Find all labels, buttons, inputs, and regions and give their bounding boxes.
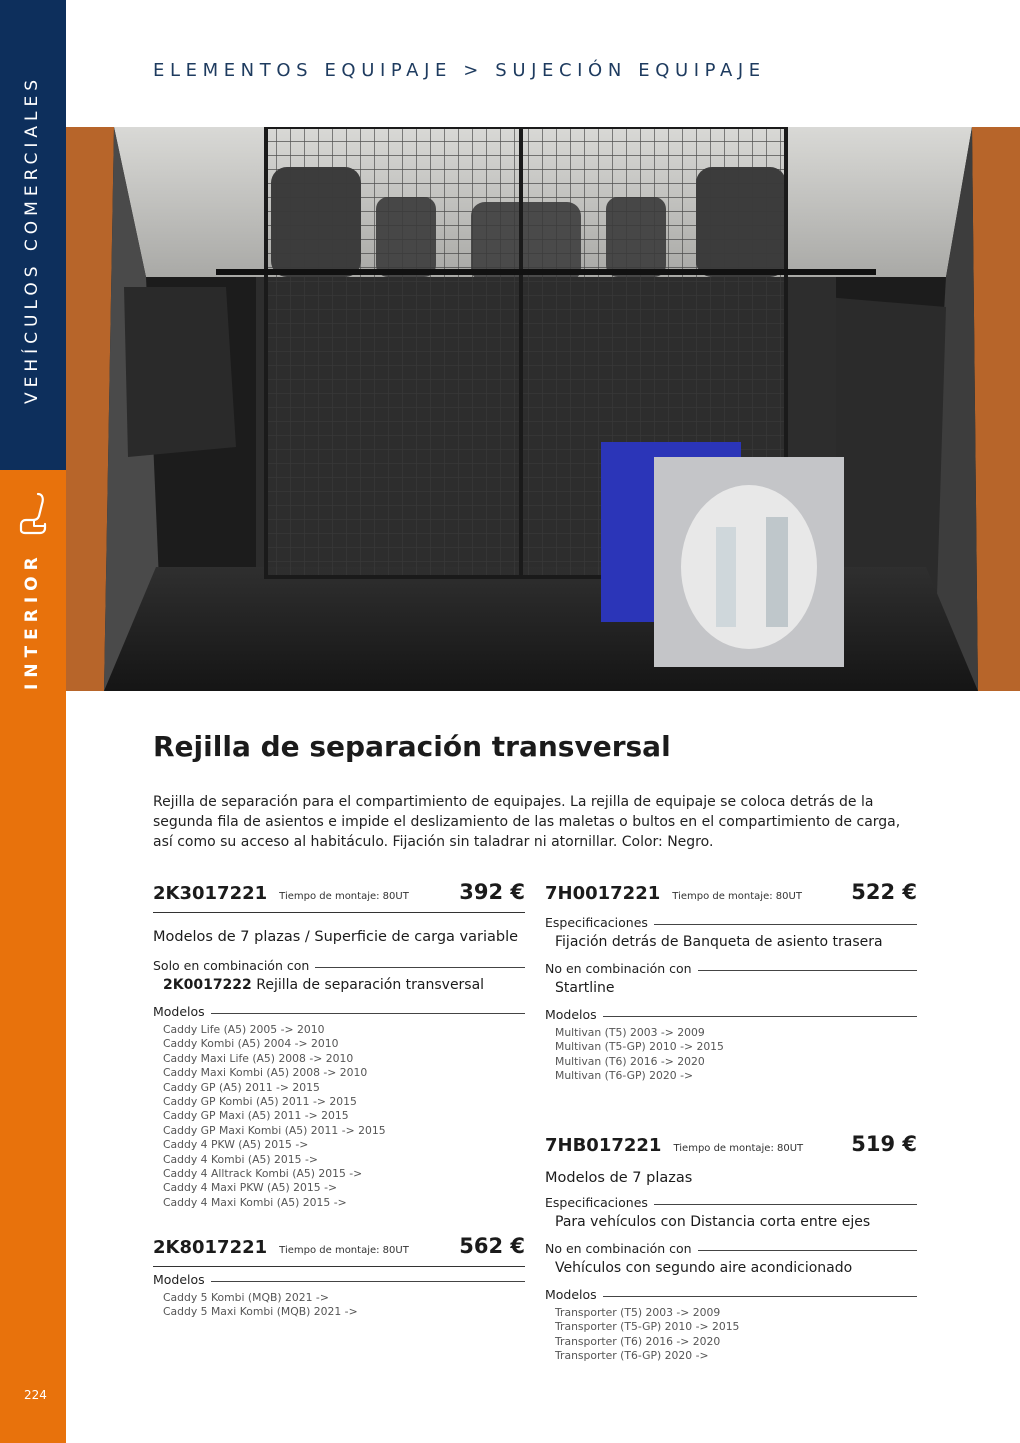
article-price: 519 € <box>851 1132 917 1156</box>
sidebar-label-vehiculos: VEHÍCULOS COMERCIALES <box>22 74 42 404</box>
article-block <box>153 880 525 1210</box>
model-item: Caddy Maxi Life (A5) 2008 -> 2010 <box>163 1051 354 1065</box>
model-item: Caddy GP (A5) 2011 -> 2015 <box>163 1080 320 1094</box>
model-item: Caddy GP Maxi (A5) 2011 -> 2015 <box>163 1109 349 1123</box>
article-code: 7H0017221 <box>545 883 661 904</box>
mount-time: Tiempo de montaje: 80UT <box>279 891 409 902</box>
model-item: Caddy Maxi Kombi (A5) 2008 -> 2010 <box>163 1066 368 1080</box>
model-item: Caddy 4 Maxi Kombi (A5) 2015 -> <box>163 1195 347 1209</box>
spec-value: Fijación detrás de Banqueta de asiento trasera <box>555 934 883 950</box>
article-block <box>153 1234 525 1320</box>
article-header <box>153 1234 525 1267</box>
sidebar-section-interior <box>0 470 66 1443</box>
sidebar-section-vehiculos <box>0 0 66 470</box>
models-list <box>153 1023 525 1210</box>
not-combo-label-row <box>545 1240 917 1258</box>
model-item: Caddy Kombi (A5) 2004 -> 2010 <box>163 1037 339 1051</box>
model-item: Caddy GP Kombi (A5) 2011 -> 2015 <box>163 1095 357 1109</box>
article-header <box>545 1132 917 1164</box>
spec-label: Especificaciones <box>545 915 648 930</box>
model-item: Transporter (T6) 2016 -> 2020 <box>555 1334 721 1348</box>
article-header <box>545 880 917 912</box>
product-photo <box>66 127 1020 691</box>
models-label: Modelos <box>545 1007 597 1022</box>
models-label: Modelos <box>545 1287 597 1302</box>
article-code: 2K3017221 <box>153 883 268 904</box>
model-item: Caddy 5 Maxi Kombi (MQB) 2021 -> <box>163 1305 358 1319</box>
model-item: Multivan (T6) 2016 -> 2020 <box>555 1054 705 1068</box>
product-title: Rejilla de separación transversal <box>153 730 671 763</box>
models-list <box>545 1306 917 1364</box>
article-block <box>545 880 917 1084</box>
model-item: Caddy 4 Kombi (A5) 2015 -> <box>163 1152 318 1166</box>
combo-label-row <box>153 957 525 975</box>
models-label-row <box>545 1286 917 1304</box>
model-item: Transporter (T5-GP) 2010 -> 2015 <box>555 1320 740 1334</box>
spec-label-row <box>545 1194 917 1212</box>
mount-time: Tiempo de montaje: 80UT <box>672 891 802 902</box>
model-item: Multivan (T6-GP) 2020 -> <box>555 1069 694 1083</box>
spec-label: Especificaciones <box>545 1195 648 1210</box>
divider <box>603 1016 917 1017</box>
not-combo-value: Vehículos con segundo aire acondicionado <box>555 1260 853 1276</box>
models-label-row <box>545 1006 917 1024</box>
spec-label-row <box>545 914 917 932</box>
model-item: Multivan (T5-GP) 2010 -> 2015 <box>555 1040 724 1054</box>
article-code: 2K8017221 <box>153 1237 268 1258</box>
model-item: Caddy Life (A5) 2005 -> 2010 <box>163 1023 325 1036</box>
spec-value: Para vehículos con Distancia corta entre ejes <box>555 1214 871 1230</box>
divider <box>603 1296 917 1297</box>
article-code: 7HB017221 <box>545 1135 662 1156</box>
model-item: Caddy 4 Alltrack Kombi (A5) 2015 -> <box>163 1167 363 1181</box>
divider <box>315 967 525 968</box>
models-list <box>545 1026 917 1084</box>
product-description: Rejilla de separación para el compartimiento de equipajes. La rejilla de equipaje se coloca detrás de la segunda fila de asientos e impide el deslizamiento de las maletas o bultos en el compartimiento de carga, así como su acceso al habitáculo. Fijación sin taladrar ni atornillar. Color: Negro. <box>153 794 901 850</box>
models-label-row <box>153 1271 525 1289</box>
article-price: 392 € <box>459 880 525 904</box>
model-item: Multivan (T5) 2003 -> 2009 <box>555 1026 705 1039</box>
article-header <box>153 880 525 913</box>
model-item: Caddy 4 PKW (A5) 2015 -> <box>163 1138 309 1152</box>
model-item: Caddy 5 Kombi (MQB) 2021 -> <box>163 1291 329 1304</box>
article-subtitle: Modelos de 7 plazas / Superficie de carga variable <box>153 929 519 945</box>
not-combo-label: No en combinación con <box>545 961 692 976</box>
sidebar-label-interior: INTERIOR <box>22 551 42 690</box>
mount-time: Tiempo de montaje: 80UT <box>673 1143 804 1154</box>
model-item: Caddy 4 Maxi PKW (A5) 2015 -> <box>163 1181 338 1195</box>
divider <box>654 924 917 925</box>
combo-code: 2K0017222 <box>163 977 252 993</box>
divider <box>211 1013 525 1014</box>
not-combo-label-row <box>545 960 917 978</box>
models-label: Modelos <box>153 1272 205 1287</box>
article-subtitle: Modelos de 7 plazas <box>545 1170 693 1186</box>
seat-icon <box>18 492 48 536</box>
not-combo-label: No en combinación con <box>545 1241 692 1256</box>
divider <box>698 1250 917 1251</box>
breadcrumb: ELEMENTOS EQUIPAJE > SUJECIÓN EQUIPAJE <box>153 60 766 81</box>
models-label-row <box>153 1003 525 1021</box>
combo-label: Solo en combinación con <box>153 958 310 973</box>
combo-value <box>153 975 525 995</box>
models-list <box>153 1291 525 1320</box>
divider <box>698 970 917 971</box>
page-number: 224 <box>24 1388 47 1402</box>
not-combo-value: Startline <box>555 980 615 996</box>
divider <box>654 1204 917 1205</box>
article-block <box>545 1132 917 1364</box>
article-price: 562 € <box>459 1234 525 1258</box>
models-label: Modelos <box>153 1004 205 1019</box>
model-item: Transporter (T5) 2003 -> 2009 <box>555 1306 721 1319</box>
combo-text: Rejilla de separación transversal <box>251 977 485 993</box>
article-price: 522 € <box>851 880 917 904</box>
model-item: Transporter (T6-GP) 2020 -> <box>555 1349 709 1363</box>
mount-time: Tiempo de montaje: 80UT <box>279 1245 409 1256</box>
divider <box>211 1281 525 1282</box>
cargo-mesh-image <box>66 127 1020 691</box>
model-item: Caddy GP Maxi Kombi (A5) 2011 -> 2015 <box>163 1123 386 1137</box>
